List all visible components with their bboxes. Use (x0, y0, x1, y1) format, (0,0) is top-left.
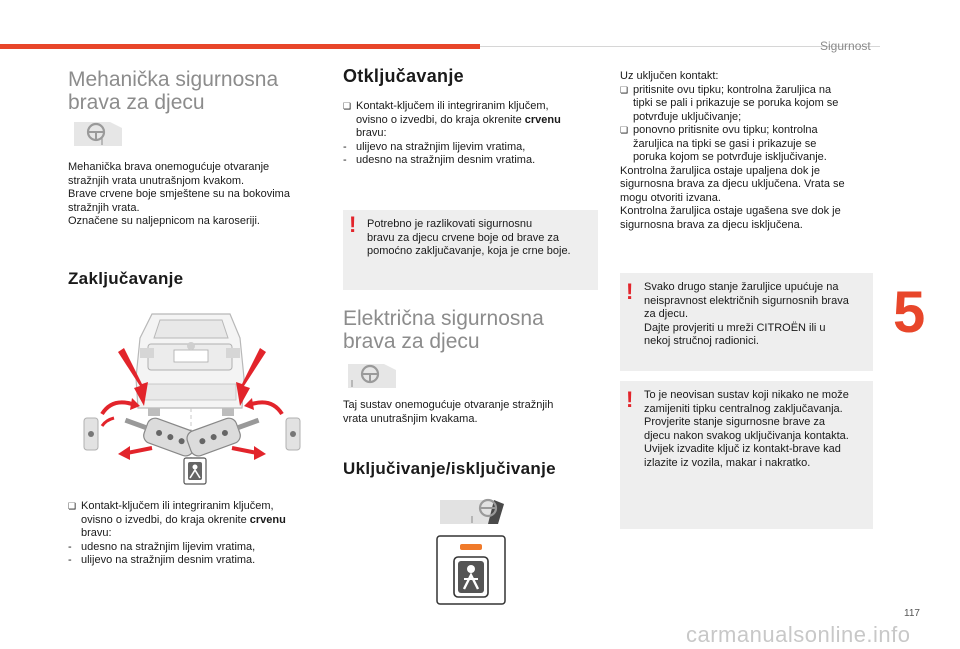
text-line: Kontrolna žaruljica ostaje upaljena dok je (620, 164, 820, 177)
mechanical-lock-title (68, 68, 278, 114)
text-line: Brave crvene boje smještene su na bokovima (68, 188, 290, 200)
text-line: poruka kojom se potvrđuje isključivanje. (633, 151, 827, 163)
text-line: potvrđuje uključivanje; (633, 110, 742, 123)
on-off-heading: Uključivanje/isključivanje (343, 459, 556, 478)
text-line: žaruljica na tipki se gasi i prikazuje se (633, 137, 817, 150)
steering-wheel-icon (436, 496, 508, 526)
steering-wheel-icon (344, 360, 400, 390)
title-line: Mehanička sigurnosna (68, 68, 279, 91)
car-rear-door-illustration (78, 308, 306, 486)
text-line: To je neovisan sustav koji nikako ne može (644, 389, 849, 401)
page-number: 117 (904, 608, 920, 619)
text-line: djecu nakon svakog uključivanja kontakta. (644, 429, 849, 442)
dash-item: - udesno na stražnjim desnim vratima. (343, 154, 536, 166)
text-line: stražnjih vrata. (68, 201, 140, 214)
warning-box-lock-distinction (343, 210, 598, 290)
text-line: mogu otvoriti izvana. (620, 191, 721, 204)
text-line: vrata unutrašnjim kvakama. (343, 412, 478, 425)
locking-heading: Zaključavanje (68, 269, 184, 288)
emphasis: crvenu (249, 513, 286, 526)
text-line: Dajte provjeriti u mreži CITROËN ili u (644, 321, 826, 334)
mechanical-lock-intro (68, 161, 318, 229)
text-line: bravu: (81, 527, 112, 539)
text-line: sigurnosna brava za djecu uključena. Vrata se (620, 178, 845, 190)
electric-lock-title (343, 307, 544, 353)
bullet-item: ❏ Kontakt-ključem ili integriranim ključem, (343, 100, 549, 112)
text-line: Svako drugo stanje žaruljice upućuje na (644, 281, 839, 293)
text-line: ulijevo na stražnjim lijevim vratima, (356, 140, 526, 153)
text-line: ovisno o izvedbi, do kraja okrenite (81, 513, 250, 526)
unlocking-heading: Otključavanje (343, 66, 464, 86)
title-line: brava za djecu (68, 91, 205, 114)
text-line: Uz uključen kontakt: (620, 70, 719, 82)
text-line: izlazite iz vozila, makar i nakratko. (644, 456, 811, 469)
text-line: tipki se pali i prikazuje se poruka kojom se (633, 97, 839, 109)
bullet-continuation (68, 514, 320, 528)
text-line: ovisno o izvedbi, do kraja okrenite (356, 113, 525, 126)
text-line: Označene su naljepnicom na karoseriji. (68, 215, 260, 227)
emphasis: crvenu (524, 113, 561, 126)
dash-item: - ulijevo na stražnjim desnim vratima. (68, 554, 256, 566)
text-line: Mehanička brava onemogućuje otvaranje (68, 161, 270, 173)
dash-item: - udesno na stražnjim lijevim vratima, (68, 540, 256, 553)
on-off-instructions (620, 70, 875, 232)
header-accent-bar (0, 44, 480, 49)
bullet-item: ❏ Kontakt-ključem ili integriranim ključem, (68, 500, 274, 512)
warning-box-malfunction (620, 273, 873, 371)
text-line: stražnjih vrata unutrašnjom kvakom. (68, 174, 245, 187)
text-line: sigurnosna brava za djecu isključena. (620, 218, 803, 231)
section-title: Sigurnost (820, 39, 871, 53)
text-line: nekoj stručnoj radionici. (644, 335, 759, 347)
text-line: zamijeniti tipku centralnog zaključavanja. (644, 402, 843, 415)
warning-icon: ! (626, 387, 634, 412)
text-line: bravu: (356, 127, 387, 139)
electric-lock-description (343, 399, 598, 426)
bullet-item: ❏ ponovno pritisnite ovu tipku; kontrolna (620, 124, 818, 136)
dash-item: - ulijevo na stražnjim lijevim vratima, (343, 140, 526, 153)
title-line: brava za djecu (343, 330, 480, 353)
bullet-item: ❏ pritisnite ovu tipku; kontrolna žaruljica na (620, 83, 832, 96)
warning-box-independent-system (620, 381, 873, 529)
unlocking-instructions (343, 100, 598, 168)
bullet-continuation (343, 114, 598, 128)
text-line: udesno na stražnjim lijevim vratima, (81, 540, 256, 553)
warning-icon: ! (349, 212, 357, 237)
text-line: za djecu. (644, 308, 689, 320)
warning-icon: ! (626, 279, 634, 304)
text-line: Taj sustav onemogućuje otvaranje stražnjih (343, 399, 554, 411)
watermark: carmanualsonline.info (686, 622, 911, 647)
text-line: Provjerite stanje sigurnosne brave za (644, 416, 825, 428)
text-line: Uvijek izvadite ključ iz kontakt-brave kad (644, 443, 841, 455)
text-line: ponovno pritisnite ovu tipku; kontrolna (633, 124, 818, 136)
text-line: Kontakt-ključem ili integriranim ključem, (81, 500, 274, 512)
text-line: ulijevo na stražnjim desnim vratima. (81, 554, 256, 566)
chapter-number: 5 (893, 280, 926, 345)
text-line: pritisnite ovu tipku; kontrolna žaruljica na (633, 83, 832, 96)
text-line: Kontrolna žaruljica ostaje ugašena sve dok je (620, 205, 841, 217)
locking-instructions (68, 500, 320, 568)
text-line: neispravnost električnih sigurnosnih brava (644, 294, 849, 307)
text-line: pomoćno zaključavanje, koja je crne boje. (367, 245, 571, 257)
text-line: bravu za djecu crvene boje od brave za (367, 231, 560, 244)
text-line: Potrebno je razlikovati sigurnosnu (367, 218, 533, 230)
title-line: Električna sigurnosna (343, 307, 544, 330)
child-lock-button-icon (436, 535, 506, 605)
text-line: Kontakt-ključem ili integriranim ključem, (356, 100, 549, 112)
text-line: udesno na stražnjim desnim vratima. (356, 154, 536, 166)
steering-wheel-icon (70, 118, 126, 148)
